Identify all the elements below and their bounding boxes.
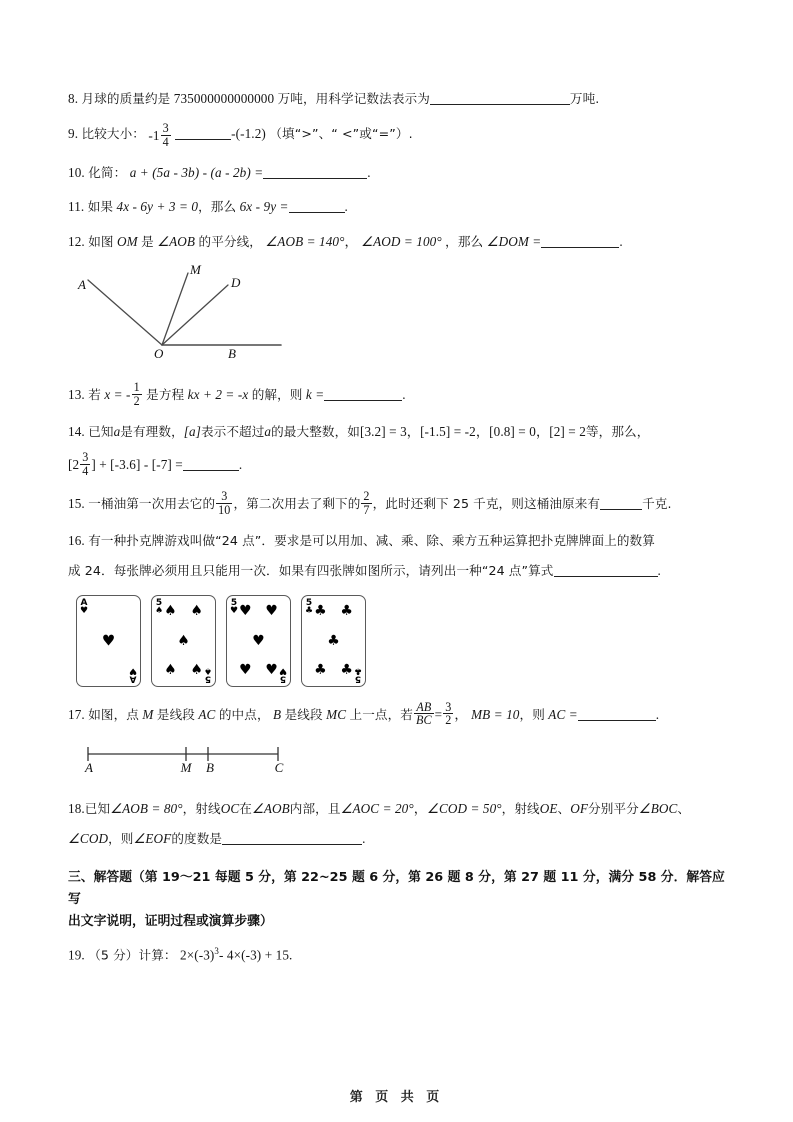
q14-fraction: [80, 451, 90, 477]
q13-target: k =: [305, 386, 325, 402]
question-number: 16.: [68, 532, 85, 548]
q17-target: AC =: [548, 706, 578, 722]
q12-answer-blank[interactable]: [541, 234, 619, 248]
card-pip-area: [238, 602, 279, 680]
q15-text-b: ，第二次用去了剩下的: [233, 496, 361, 512]
q13-answer-blank[interactable]: [324, 387, 402, 401]
q18-angle-aob: ∠AOB: [251, 801, 290, 817]
question-list: [68, 88, 733, 979]
hearts-icon: ♥: [80, 605, 89, 616]
q11-target: 6x - 9y =: [239, 199, 289, 215]
segment-label-a: A: [85, 760, 93, 776]
question-number: 12.: [68, 233, 85, 249]
q13-frac-numerator: 1: [133, 380, 140, 395]
q15-frac2-numerator: 2: [363, 489, 370, 504]
q8-text-a: 月球的质量约是: [81, 91, 171, 106]
hearts-icon: ♥: [265, 662, 278, 679]
q13-tail: .: [402, 386, 406, 402]
q13-x-value: x = -: [104, 386, 131, 402]
q17-text-c: 的中点，: [218, 706, 270, 722]
q18-text-e: ，射线: [501, 801, 540, 817]
angle-label-b: B: [228, 346, 236, 362]
q16-line-1: 有一种扑克牌游戏叫做“24 点”．要求是可以用加、减、乘、除、乘方五种运算把扑克牌牌面上的数算: [88, 532, 655, 548]
question-number: 8.: [68, 91, 79, 106]
q9-text-b: （填“>”、“ <”或“=”）.: [269, 126, 413, 142]
card-corner-bottom-right: [354, 666, 362, 683]
q17-value-denominator: 2: [445, 713, 452, 728]
hearts-icon: ♥: [265, 602, 278, 619]
card-rank: 5: [279, 673, 287, 684]
question-19: [68, 944, 733, 966]
question-13: [68, 381, 733, 407]
q11-condition: 4x - 6y + 3 = 0: [116, 199, 199, 215]
q18-answer-blank[interactable]: [222, 832, 362, 846]
clubs-icon: ♣: [340, 662, 353, 679]
q14-answer-blank[interactable]: [183, 457, 239, 471]
q15-frac2-denominator: 7: [363, 503, 370, 518]
card-rank: 5: [230, 597, 238, 608]
hearts-icon: ♥: [278, 665, 287, 676]
segment-label-b: B: [206, 760, 214, 776]
spades-icon: ♠: [190, 662, 203, 679]
card-rank: 5: [155, 597, 163, 608]
q10-tail: .: [367, 164, 371, 180]
q18-angle-eof: ∠EOF: [133, 831, 172, 847]
q13-fraction: [132, 381, 142, 407]
q12-condition-1: ∠AOB = 140°: [265, 233, 345, 249]
q19-tail: .: [289, 947, 293, 963]
q18-text-h: 的度数是: [171, 831, 223, 847]
q14-frac-numerator: 3: [82, 449, 89, 464]
q14-var-a: a: [113, 423, 121, 439]
question-number: 19.: [68, 947, 85, 963]
question-number: 14.: [68, 423, 85, 439]
q18-condition-1: ∠AOB = 80°: [110, 801, 183, 817]
q15-text-a: 一桶油第一次用去它的: [88, 496, 216, 512]
q18-condition-3: ∠COD = 50°: [427, 801, 502, 817]
question-15: [68, 490, 733, 516]
q16-answer-blank[interactable]: [554, 564, 658, 578]
question-11: [68, 196, 733, 217]
card-corner-bottom-right: [279, 666, 287, 683]
ray-od: [162, 285, 228, 345]
q12-target: ∠DOM =: [486, 233, 542, 249]
q14-tail: .: [238, 456, 243, 472]
q17-segment-ac: AC: [198, 706, 216, 722]
q8-answer-blank[interactable]: [430, 91, 570, 105]
q14-line2: [68, 451, 733, 477]
card-corner-bottom-right: [129, 666, 137, 683]
question-16: [68, 530, 733, 582]
section-three-line-2: 出文字说明，证明过程或演算步骤）: [68, 913, 273, 929]
segment-label-c: C: [274, 760, 284, 776]
question-number: 15.: [68, 496, 85, 512]
section-three-line-1: 三、解答题（第 19～21 每题 5 分，第 22~25 题 6 分，第 26 题 8 分，第 27 题 11 分，满分 58 分．解答应写: [68, 869, 725, 907]
q19-label: 计算：: [138, 947, 177, 963]
question-18: 18.已知∠AOB = 80°，射线OC在∠AOB内部，且∠AOC = 20°，∠COD = 50°，射线OE、OF分别平分∠BOC、 ∠COD，则∠EOF的度数是 .: [68, 798, 733, 850]
card-corner-top-left: [80, 599, 88, 616]
q18-text-c: 在: [239, 801, 252, 817]
q17-value-numerator: 3: [445, 699, 452, 714]
q17-text-b: 是线段: [156, 706, 195, 722]
q9-frac-numerator: 3: [162, 121, 169, 136]
hearts-icon: ♥: [239, 662, 252, 679]
card-corner-top-left: [155, 599, 163, 616]
q11-answer-blank[interactable]: [289, 200, 345, 214]
q17-text-e: 上一点，若: [349, 706, 413, 722]
q14-example-4: [2] = 2: [549, 423, 586, 439]
question-17: 17. 如图，点 M 是线段 AC 的中点， B 是线段 MC 上一点，若 $\frac{AB}{BC}$ = $\frac{3}{2}$ ， MB = 10，则 AC = .: [68, 699, 660, 728]
angle-label-d: D: [231, 275, 241, 291]
q19-points: （5 分）: [88, 947, 139, 963]
q17-text-d: 是线段: [284, 706, 323, 722]
spades-icon: ♠: [190, 602, 203, 619]
card-pip-area: [88, 602, 129, 680]
q17-segment-mc: MC: [326, 706, 347, 722]
q17-value-fraction: [443, 701, 453, 727]
q17-ratio-fraction: [414, 701, 434, 727]
q14-frac-denominator: 4: [82, 463, 89, 478]
question-number: 11.: [68, 199, 85, 215]
q8-number-value: 735000000000000: [173, 91, 275, 106]
q12-condition-2: ∠AOD = 100°: [361, 233, 442, 249]
card-pip-area: [163, 602, 204, 680]
q19-exponent: 3: [214, 945, 220, 956]
angle-label-a: A: [78, 277, 86, 293]
q14-bracket-a: [a]: [183, 423, 201, 439]
q14-expr-open: [2: [68, 456, 80, 472]
card-rank: 5: [354, 673, 362, 684]
hearts-icon: ♥: [128, 665, 137, 676]
q17-point-m: M: [142, 706, 154, 722]
card-rank: 5: [305, 597, 313, 608]
q18-text-b: ，射线: [182, 801, 221, 817]
q18-line2: [68, 828, 733, 849]
clubs-icon: ♣: [314, 602, 327, 619]
q14-text-b: 是有理数，: [120, 423, 184, 439]
question-8: [68, 88, 733, 109]
question-number: 9.: [68, 126, 79, 142]
q17-ratio-denominator: BC: [415, 713, 432, 728]
q17-text-f: ，则: [519, 706, 545, 722]
q13-equation: kx + 2 = -x: [187, 386, 249, 402]
spades-icon: ♠: [164, 662, 177, 679]
ray-om: [162, 273, 188, 345]
card-corner-top-left: [230, 599, 238, 616]
q18-text-d: 内部，且: [289, 801, 341, 817]
q14-expr-rest: ] + [-3.6] - [-7] =: [91, 456, 183, 472]
q15-frac1-numerator: 3: [221, 489, 228, 504]
q10-answer-blank[interactable]: [263, 165, 367, 179]
q15-text-c: ，此时还剩下 25 千克，则这桶油原来有: [372, 496, 601, 512]
question-10: [68, 162, 733, 183]
q14-example-3: [0.8] = 0: [489, 423, 536, 439]
q17-tail: .: [655, 706, 660, 722]
q18-text-f: 分别平分: [588, 801, 639, 817]
q19-expression-a: 2×(-3): [180, 947, 215, 963]
q12-ray-om: OM: [117, 233, 138, 249]
angle-diagram-figure: [76, 262, 326, 365]
q11-tail: .: [344, 199, 348, 215]
q11-text-a: 如果: [87, 199, 114, 215]
spades-icon: ♠: [203, 665, 212, 676]
clubs-icon: ♣: [353, 665, 362, 676]
hearts-icon: ♥: [101, 631, 116, 650]
q12-text-b: 是: [141, 233, 154, 249]
q14-example-2: [-1.5] = -2: [420, 423, 476, 439]
q13-text-a: 若: [88, 386, 101, 402]
card-five-hearts: [226, 595, 291, 687]
angle-label-m: M: [190, 262, 201, 278]
q9-answer-blank[interactable]: [175, 127, 231, 141]
q10-expression: a + (5a - 3b) - (a - 2b) =: [129, 164, 264, 180]
card-rank: 5: [204, 673, 212, 684]
q15-fraction-1: [216, 490, 232, 516]
q12-text-d: ，那么: [445, 233, 484, 249]
q9-fraction: [161, 122, 171, 148]
card-rank: A: [80, 597, 88, 608]
card-corner-bottom-right: [204, 666, 212, 683]
q17-equals: =: [434, 706, 443, 722]
spades-icon: ♠: [177, 632, 190, 649]
question-14: 14. 已知a是有理数，[a]表示不超过a的最大整数，如[3.2] = 3，[-1.5] = -2，[0.8] = 0，[2] = 2等，那么， [2 $\frac{3}{4}$ ] + [-3.6] - [-7] = .: [68, 421, 733, 478]
playing-cards-figure: [76, 595, 733, 687]
hearts-icon: ♥: [230, 605, 239, 616]
q18-tail: .: [362, 831, 366, 847]
segment-diagram-figure: [78, 740, 338, 780]
q18-angle-cod: ∠COD: [68, 831, 109, 847]
question-number: 18.: [68, 801, 85, 817]
q12-text-a: 如图: [88, 233, 114, 249]
q8-text-c: 万吨.: [569, 91, 600, 106]
angle-label-o: O: [154, 346, 164, 362]
q16-line-2: 成 24．每张牌必须用且只能用一次．如果有四张牌如图所示，请列出一种“24 点”算式: [68, 563, 554, 579]
q18-ray-oe: OE: [539, 801, 558, 817]
q14-example-1: [3.2] = 3: [359, 423, 407, 439]
q9-compare-value: -(-1.2): [231, 126, 266, 142]
q18-ray-oc: OC: [220, 801, 240, 817]
q17-mb-value: MB = 10: [471, 706, 520, 722]
q19-expression-b: - 4×(-3) + 15: [219, 947, 290, 963]
clubs-icon: ♣: [340, 602, 353, 619]
q17-answer-blank[interactable]: [578, 707, 656, 721]
card-rank: A: [129, 673, 137, 684]
spades-icon: ♠: [155, 605, 164, 616]
question-number: 13.: [68, 386, 85, 402]
q15-text-d: 千克.: [642, 496, 672, 512]
card-five-clubs: [301, 595, 366, 687]
q14-text-d: 的最大整数，如: [271, 423, 360, 439]
question-number: 17.: [68, 706, 85, 722]
q14-text-c: 表示不超过: [200, 423, 265, 439]
q15-fraction-2: [361, 490, 371, 516]
q14-text-e: 等，那么，: [585, 423, 650, 439]
question-12: 12. 如图 OM 是 ∠AOB 的平分线， ∠AOB = 140°， ∠AOD = 100° ，那么 ∠DOM = .: [68, 233, 623, 249]
hearts-icon: ♥: [252, 632, 265, 649]
angle-diagram-svg: [76, 265, 326, 365]
page-footer: 第 页 共 页: [349, 1090, 444, 1105]
q18-ray-of: OF: [570, 801, 589, 817]
q18-angle-boc: ∠BOC: [638, 801, 678, 817]
q15-frac1-denominator: 10: [218, 503, 231, 518]
q18-text-g: ，则: [108, 831, 134, 847]
q10-text-a: 化简：: [88, 164, 127, 180]
q16-line2: [68, 560, 733, 581]
card-five-spades: [151, 595, 216, 687]
q13-text-c: 的解，则: [251, 386, 303, 402]
q17-ratio-numerator: AB: [416, 699, 432, 714]
spades-icon: ♠: [164, 602, 177, 619]
card-pip-area: [313, 602, 354, 680]
q9-frac-denominator: 4: [162, 135, 169, 150]
q12-text-c: 的平分线，: [198, 233, 262, 249]
q13-text-b: 是方程: [146, 386, 185, 402]
q16-tail: .: [657, 563, 661, 579]
q9-mixed-number: [148, 122, 171, 148]
q18-dun-1: 、: [557, 801, 571, 817]
card-corner-top-left: [305, 599, 313, 616]
clubs-icon: ♣: [305, 605, 314, 616]
q13-frac-denominator: 2: [133, 393, 140, 408]
q17-point-b: B: [273, 706, 282, 722]
q9-text-a: 比较大小：: [81, 126, 145, 142]
hearts-icon: ♥: [239, 602, 252, 619]
section-three-heading: [68, 867, 733, 933]
q9-integer-part: -1: [148, 128, 160, 144]
q14-text-a: 已知: [88, 423, 114, 439]
q18-dun-2: 、: [677, 801, 691, 817]
q8-text-b: 万吨，用科学记数法表示为: [277, 91, 430, 106]
clubs-icon: ♣: [314, 662, 327, 679]
card-ace-hearts: [76, 595, 141, 687]
q18-text-a: 已知: [84, 801, 111, 817]
q14-var-a2: a: [264, 423, 272, 439]
q18-condition-2: ∠AOC = 20°: [340, 801, 414, 817]
ray-oa: [88, 280, 162, 345]
segment-label-m: M: [180, 760, 192, 776]
question-number: 10.: [68, 164, 85, 180]
q15-answer-blank[interactable]: [600, 497, 642, 511]
q11-text-b: ，那么: [198, 199, 237, 215]
question-9: [68, 122, 733, 148]
q17-text-a: 如图，点: [88, 706, 139, 722]
q12-angle-aob: ∠AOB: [157, 233, 196, 249]
clubs-icon: ♣: [327, 632, 340, 649]
q12-tail: .: [619, 233, 623, 249]
